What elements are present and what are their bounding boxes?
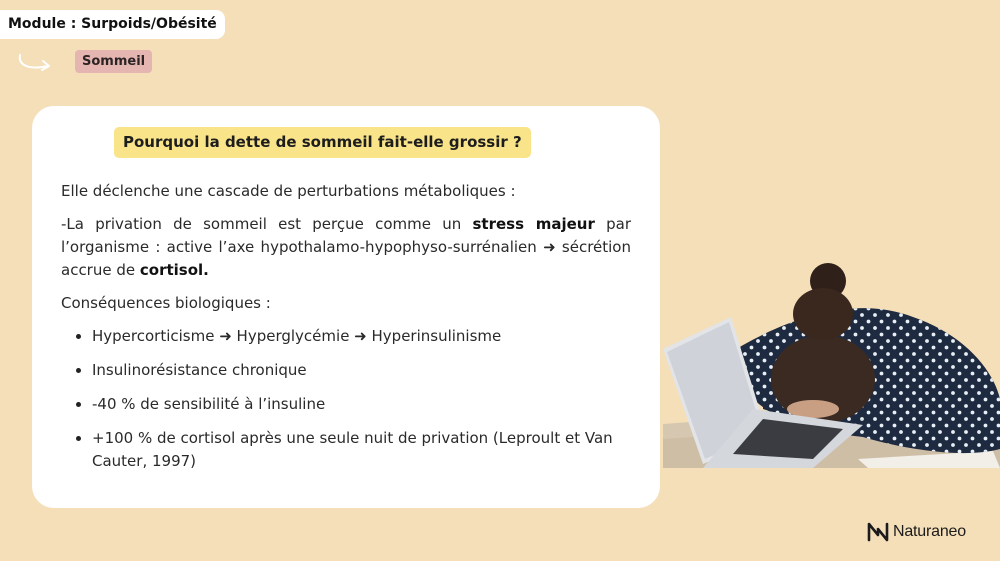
paragraph-part2: par l’organisme : active l’axe hypothalamo-hypophyso-surrénalien ➜ sécrétion accrue de bbox=[61, 215, 631, 279]
module-tag: Module : Surpoids/Obésité bbox=[0, 10, 225, 39]
paragraph-bold-cortisol: cortisol. bbox=[139, 261, 209, 279]
intro-text: Elle déclenche une cascade de perturbations métaboliques : bbox=[61, 182, 516, 200]
stress-paragraph bbox=[61, 213, 631, 282]
list-item: Hypercorticisme ➜ Hyperglycémie ➜ Hyperinsulinisme bbox=[71, 325, 631, 348]
content-card bbox=[32, 106, 660, 508]
curved-arrow-icon bbox=[16, 52, 56, 74]
tired-woman-laptop-photo bbox=[663, 259, 1000, 468]
paragraph-part1: -La privation de sommeil est perçue comme un bbox=[61, 215, 473, 233]
logo-text: Naturaneo bbox=[893, 523, 966, 540]
consequences-heading: Conséquences biologiques : bbox=[61, 294, 271, 312]
card-body bbox=[61, 180, 631, 484]
list-item: Insulinorésistance chronique bbox=[71, 359, 631, 382]
card-title: Pourquoi la dette de sommeil fait-elle grossir ? bbox=[114, 127, 531, 158]
naturaneo-logo-icon bbox=[866, 520, 890, 544]
naturaneo-logo bbox=[866, 519, 966, 545]
consequences-list bbox=[61, 325, 631, 473]
section-chip: Sommeil bbox=[75, 50, 152, 73]
list-item: +100 % de cortisol après une seule nuit de privation (Leproult et Van Cauter, 1997) bbox=[71, 427, 631, 473]
paragraph-bold-stress: stress majeur bbox=[472, 215, 595, 233]
list-item: -40 % de sensibilité à l’insuline bbox=[71, 393, 631, 416]
